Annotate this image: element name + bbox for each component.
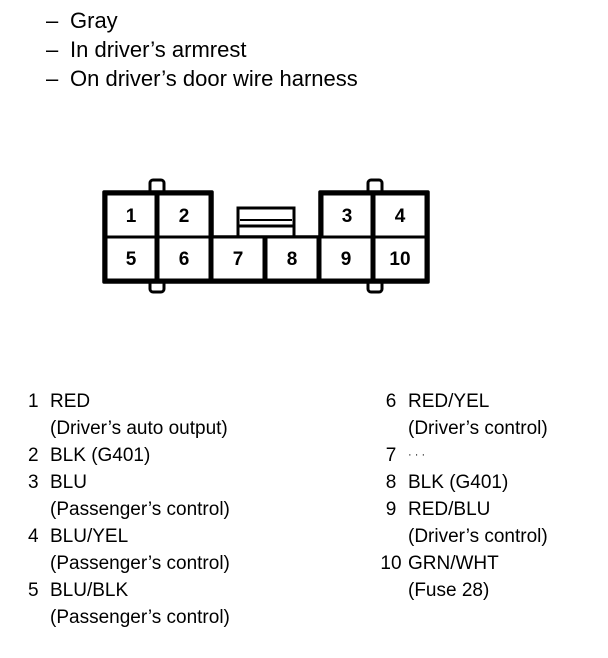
pin-entry-7 [374, 442, 548, 469]
pin-number: 5 [28, 580, 39, 601]
pin-number: 9 [385, 499, 397, 520]
cavity-label-7: 7 [232, 249, 244, 270]
pin-entry-2 [28, 442, 230, 469]
pin-description: (Driver’s control) [408, 418, 548, 439]
pin-number: 1 [28, 391, 39, 412]
pin-number: 6 [385, 391, 397, 412]
cavity-label-8: 8 [286, 249, 298, 270]
connector-key-slot [238, 208, 294, 226]
pin-description: (Passenger’s control) [50, 499, 230, 520]
wire-color: RED/YEL [408, 391, 490, 412]
pin-entry-4 [28, 523, 230, 577]
pin-list-right [374, 388, 548, 604]
pin-entry-9 [374, 496, 548, 550]
wire-color: · · · [408, 449, 426, 461]
pin-entry-5 [28, 577, 230, 631]
cavity-label-2: 2 [178, 206, 190, 227]
pin-entry-1 [28, 388, 230, 442]
wire-color: RED/BLU [408, 499, 491, 520]
wire-color: BLU/YEL [50, 526, 129, 547]
pin-description: (Driver’s auto output) [50, 418, 228, 439]
wire-color: BLK (G401) [50, 445, 151, 466]
wire-color: BLU [50, 472, 87, 493]
pin-number: 7 [385, 445, 397, 466]
cavity-label-6: 6 [178, 249, 190, 270]
pin-list-left [28, 388, 230, 631]
cavity-label-10: 10 [389, 249, 411, 270]
wire-color: BLK (G401) [408, 472, 509, 493]
wire-color: GRN/WHT [408, 553, 499, 574]
connector-info-list [46, 6, 358, 93]
pin-entry-8 [374, 469, 548, 496]
pin-entry-3 [28, 469, 230, 523]
pin-entry-6 [374, 388, 548, 442]
wire-color: BLU/BLK [50, 580, 129, 601]
pin-number: 3 [28, 472, 39, 493]
cavity-label-1: 1 [125, 206, 137, 227]
pin-number: 10 [380, 553, 402, 574]
cavity-label-9: 9 [340, 249, 352, 270]
connector-harness-line: – On driver’s door wire harness [46, 66, 358, 91]
connector-location-line: – In driver’s armrest [46, 37, 247, 62]
pin-description: (Fuse 28) [408, 580, 490, 601]
pin-entry-10 [374, 550, 548, 604]
wire-color: RED [50, 391, 91, 412]
cavity-label-5: 5 [125, 249, 137, 270]
pin-number: 8 [385, 472, 397, 493]
pin-description: (Driver’s control) [408, 526, 548, 547]
cavity-label-3: 3 [341, 206, 353, 227]
pin-number: 2 [28, 445, 39, 466]
cavity-label-4: 4 [394, 206, 406, 227]
connector-color-line: – Gray [46, 8, 118, 33]
pin-description: (Passenger’s control) [50, 553, 230, 574]
pin-description: (Passenger’s control) [50, 607, 230, 628]
connector-diagram [0, 170, 608, 300]
pin-number: 4 [28, 526, 39, 547]
